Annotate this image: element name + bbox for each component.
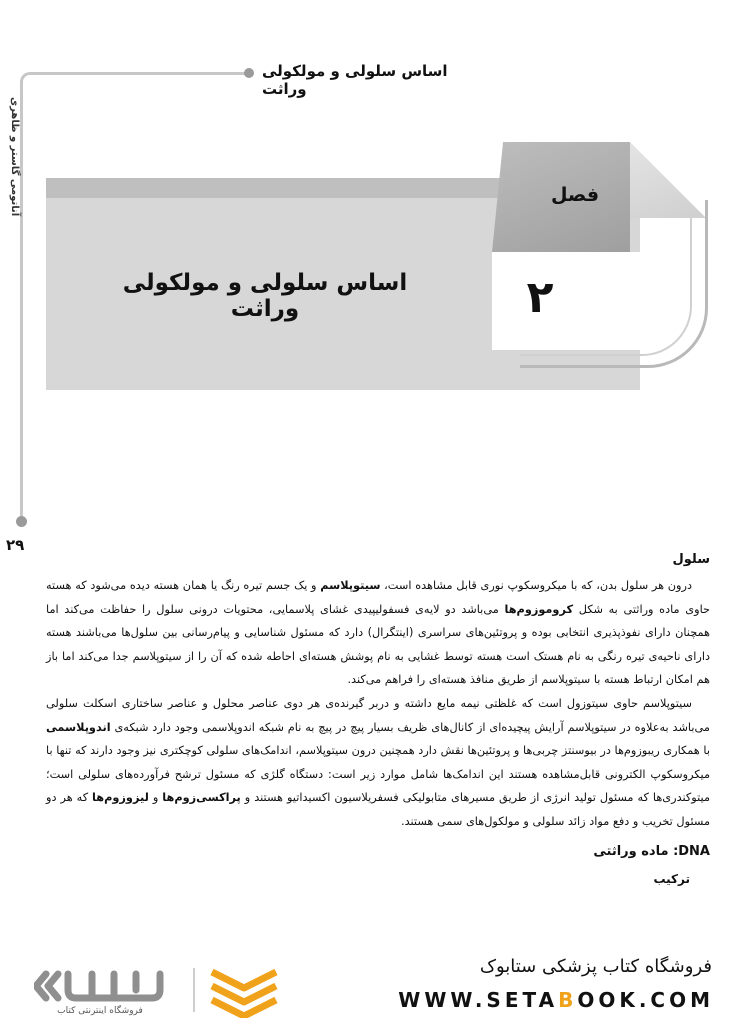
chapter-banner-band — [46, 178, 516, 198]
text-run: سیتوپلاسم حاوی سیتوزول است که غلظتی نیمه مایع داشته و دربر گیرنده‌ی هر دوی عناصر محلول و عناصر ساختاری اسکلت سلولی می‌باشد به‌علاوه در سیتوپلاسم آرایش پیچیده‌ای از کانال‌های ظریف بسیار پیچ در پیچ به نام شبکه اندوپلاسمی وجود دارد شبکه‌ی — [46, 696, 710, 734]
header-frame-dot — [244, 68, 254, 78]
text-run: درون هر سلول بدن، که با میکروسکوپ نوری قابل مشاهده است، — [380, 579, 692, 592]
key-term: سیتوپلاسم — [320, 579, 381, 592]
key-term: اندوپلاسمی — [46, 720, 111, 734]
side-frame-line — [20, 80, 23, 520]
subsubsection-heading: ترکیب — [653, 871, 690, 886]
running-title: اساس سلولی و مولکولی وراثت — [262, 62, 448, 98]
bottom-fade — [0, 886, 738, 946]
text-run: می‌باشد دو لایه‌ی فسفولیپیدی غشای پلاسمایی، محتویات درونی سلول را حفاظت می‌کند اما همچنان دارای نفوذپذیری انتخابی بوده و پروتئین‌های سراسری (اینتگرال) دارد که مسئول شناسایی و پیام‌رسانی بین سلول‌ها می‌باشند هسته دارای ناحیه‌ی تیره رنگی به نام هستک است هسته توسط غشایی به نام پوشش هسته‌ای احاطه شده که آن را از سیتوپلاسم جدا می‌کند اما باز هم امکان ارتباط هسته با سیتوپلاسم از طریق منافذ هسته‌ای را فراهم می‌کند. — [46, 602, 710, 687]
text-run: با همکاری ریبوزوم‌ها در بیوسنتز چربی‌ها و پروتئین‌ها نقش دارد همچنین درون سیتوپلاسم، اندامک‌های سلولی کوچکتری نیز وجود دارند که تنها با میکروسکوپ الکترونی قابل‌مشاهده هستند این اندامک‌ها شامل موارد زیر است: دستگاه گلژی که مسئول ترشح فرآورده‌های سلولی است؛ میتوکندری‌ها که مسئول تولید انرژی از طریق مسیرهای متابولیکی فسفریلاسیون اکسیداتیو هستند و — [46, 744, 710, 805]
url-accent: B — [558, 988, 578, 1012]
section-heading: سلول — [672, 552, 710, 567]
chapter-title: اساس سلولی و مولکولی وراثت — [122, 270, 408, 322]
store-url[interactable] — [380, 988, 714, 1018]
body-content — [46, 548, 710, 940]
paragraph-1 — [46, 574, 710, 692]
logo-caption: فروشگاه اینترنتی کتاب — [57, 1006, 143, 1016]
side-frame-dot — [16, 516, 27, 527]
page-number: ۲۹ — [6, 536, 25, 554]
text-run: که هر دو مسئول تخریب و دفع مواد زائد سلولی و مولکول‌های سمی هستند. — [46, 791, 710, 828]
text-run: و — [148, 791, 163, 805]
paragraph-2 — [46, 692, 710, 834]
url-suffix: OOK.COM — [577, 988, 714, 1012]
url-prefix: WWW.SETA — [398, 988, 559, 1012]
header-frame-line — [20, 72, 250, 82]
key-term: پراکسی‌زوم‌ها — [162, 791, 241, 805]
chapter-label: فصل — [550, 184, 600, 206]
text-run: و یک جسم تیره رنگ یا همان هسته دیده می‌شود که هسته حاوی ماده وراثتی به شکل — [46, 579, 710, 616]
store-name: فروشگاه کتاب پزشکی ستابوک — [479, 956, 712, 977]
subsection-heading: DNA: ماده وراثتی — [593, 843, 710, 859]
key-term: کروموزوم‌ها — [504, 602, 574, 616]
chapter-number: ۲ — [526, 272, 554, 323]
side-label: آناتومی گاستر و ظاهری — [9, 96, 20, 216]
key-term: لیزوزوم‌ها — [92, 791, 149, 805]
